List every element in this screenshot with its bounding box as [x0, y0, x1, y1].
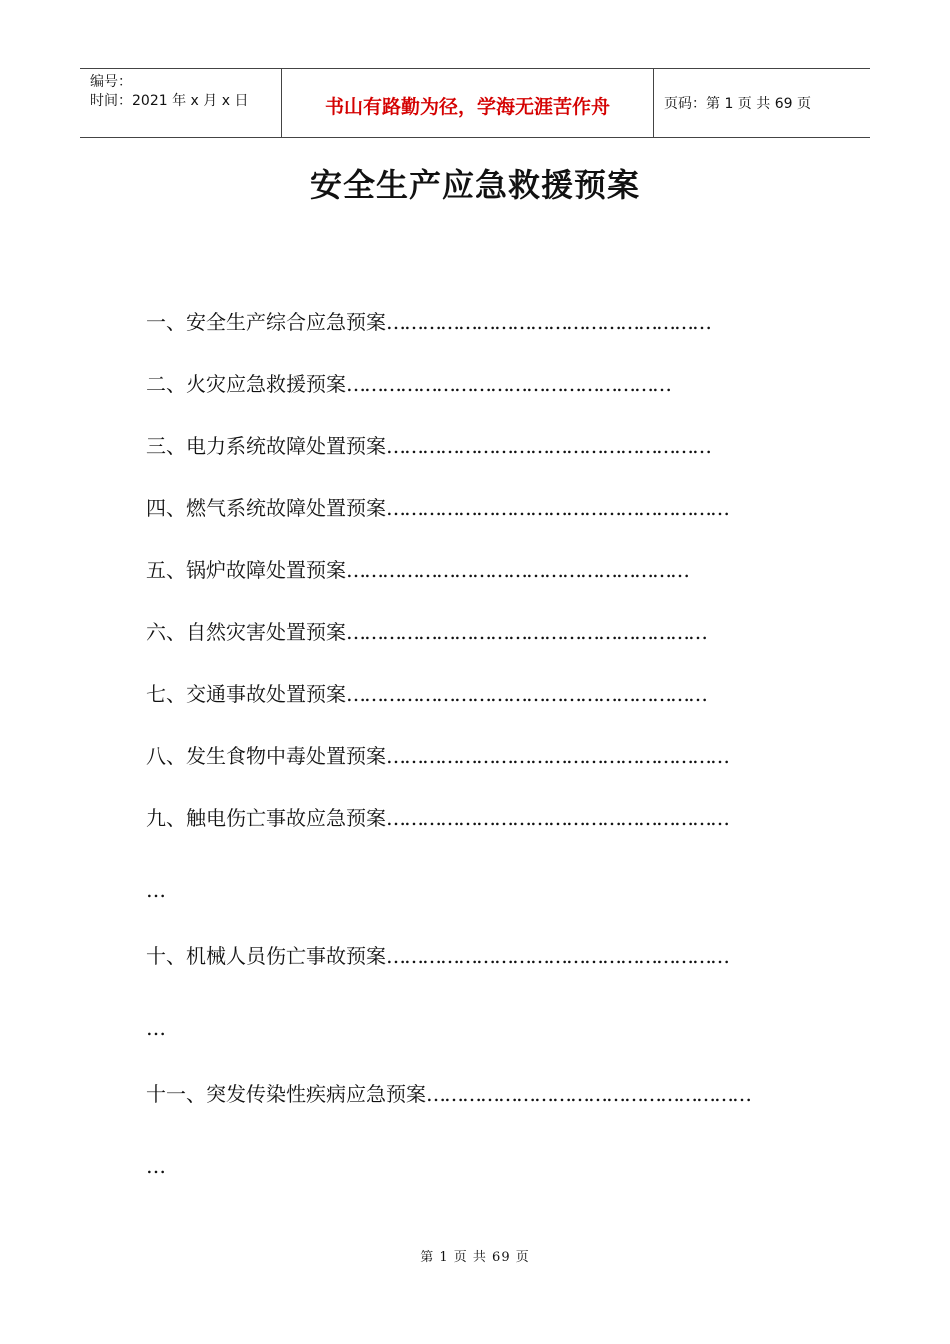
toc-item[interactable]: 九、触电伤亡事故应急预案………………………………………………… [146, 806, 728, 830]
document-header [80, 68, 870, 138]
header-motto [282, 69, 654, 137]
date-label: 时间：2021 年 x 月 x 日 [90, 93, 249, 109]
toc-item[interactable]: 二、火灾应急救援预案……………………………………………… [146, 372, 670, 396]
number-label: 编号： [90, 74, 132, 90]
toc-continuation: … [146, 1154, 164, 1178]
page-info-text: 页码：第 1 页 共 69 页 [664, 96, 811, 112]
toc-item[interactable]: 十一、突发传染性疾病应急预案……………………………………………… [146, 1082, 750, 1106]
toc-item[interactable]: 五、锅炉故障处置预案………………………………………………… [146, 558, 688, 582]
toc-item[interactable]: 八、发生食物中毒处置预案………………………………………………… [146, 744, 728, 768]
toc-continuation: … [146, 1016, 164, 1040]
motto-text: 书山有路勤为径，学海无涯苦作舟 [324, 95, 610, 118]
toc-item[interactable]: 十、机械人员伤亡事故预案………………………………………………… [146, 944, 728, 968]
page-footer: 第 1 页 共 69 页 [420, 1250, 530, 1265]
toc-item[interactable]: 六、自然灾害处置预案…………………………………………………… [146, 620, 706, 644]
document-title: 安全生产应急救援预案 [309, 166, 640, 204]
toc-item[interactable]: 七、交通事故处置预案…………………………………………………… [146, 682, 706, 706]
header-meta [80, 69, 282, 137]
toc-item[interactable]: 一、安全生产综合应急预案……………………………………………… [146, 310, 710, 334]
header-page-info [654, 69, 870, 137]
toc-continuation: … [146, 878, 164, 902]
toc-item[interactable]: 三、电力系统故障处置预案……………………………………………… [146, 434, 710, 458]
toc-item[interactable]: 四、燃气系统故障处置预案………………………………………………… [146, 496, 728, 520]
